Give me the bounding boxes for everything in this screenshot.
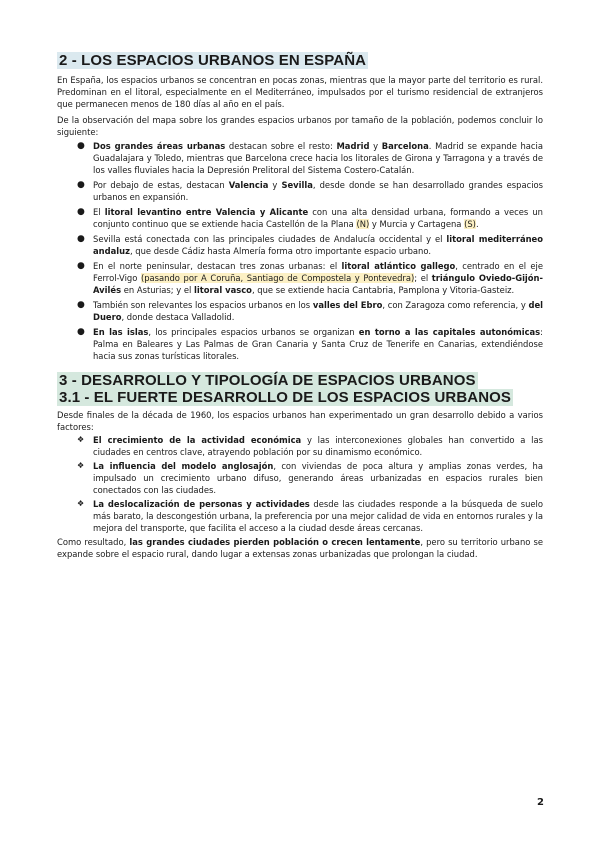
diamond-bullet-icon: ❖ [77,461,85,470]
bullet-icon: ● [77,180,85,190]
list-item: ● En el norte peninsular, destacan tres zonas urbanas: el litoral atlántico gallego, centrado en el eje Ferrol-Vigo (pasando por A Coruña, Santiago de Compostela y Pontevedra); el triángulo Oviedo-Gijón-Avilés en Asturias; y el litoral vasco, que se extiende hacia Cantabria, Pamplona y Vitoria-Gasteiz. [77,261,544,295]
diamond-bullet-icon: ❖ [77,435,85,444]
list-item: ● Sevilla está conectada con las principales ciudades de Andalucía occidental y el litoral mediterráneo andaluz, que desde Cádiz hasta Almería forma otro importante espacio urbano. [77,234,543,256]
section-2-lead: De la observación del mapa sobre los grandes espacios urbanos por tamaño de la población, podemos concluir lo siguiente: [57,115,543,137]
section-3-1-title [57,389,543,406]
list-item: ❖ El crecimiento de la actividad económica y las interconexiones globales han convertido a las ciudades en centros clave, atrayendo población por su dinamismo económico. [77,435,543,457]
bullet-icon: ● [77,207,85,217]
section-3-conclusion: Como resultado, las grandes ciudades pierden población o crecen lentamente, pero su territorio urbano se expande sobre el espacio rural, dando lugar a extensas zonas urbanizadas que prolongan la ciudad. [57,537,543,559]
list-item: ● El litoral levantino entre Valencia y Alicante con una alta densidad urbana, formando a veces un conjunto continuo que se extiende hacia Castellón de la Plana (N) y Murcia y Cartagena (S). [77,207,543,229]
diamond-bullet-icon: ❖ [77,499,85,508]
section-2-intro: En España, los espacios urbanos se concentran en pocas zonas, mientras que la mayor parte del territorio es rural. Predominan en el litoral, especialmente en el Mediterráneo, impulsados por el turismo residencial de extranjeros que permanecen menos de 180 días al año en el país. [57,75,543,109]
section-3-title-text: 3 - DESARROLLO Y TIPOLOGÍA DE ESPACIOS URBANOS [59,372,476,389]
section-3-intro: Desde finales de la década de 1960, los espacios urbanos han experimentado un gran desarrollo debido a varios factores: [57,410,543,432]
bullet-icon: ● [77,300,85,310]
section-2-title-text: 2 - LOS ESPACIOS URBANOS EN ESPAÑA [59,52,367,69]
bullet-icon: ● [77,261,85,271]
page-number: 2 [537,797,544,808]
list-item: ❖ La deslocalización de personas y actividades desde las ciudades responde a la búsqueda de suelo más barato, la descongestión urbana, la preferencia por una mejor calidad de vida en entornos rurales y la mejora del transporte, que facilita el acceso a la ciudad desde áreas cercanas. [77,499,543,533]
urban-areas-list [57,140,543,362]
section-3-title [57,372,543,389]
section-2-title [57,52,543,69]
list-item: ● Dos grandes áreas urbanas destacan sobre el resto: Madrid y Barcelona. Madrid se expande hacia Guadalajara y Toledo, mientras que Barcelona crece hacia los litorales de Girona y Tarragona y a través de los valles fluviales hacia la Depresión Prelitoral del Sistema Costero-Catalán. [77,141,544,175]
document-page [57,52,543,560]
bullet-icon: ● [77,234,85,244]
list-item: ● También son relevantes los espacios urbanos en los valles del Ebro, con Zaragoza como referencia, y del Duero, donde destaca Valladolid. [77,300,543,322]
bullet-icon: ● [77,327,85,337]
section-3-1-title-text: 3.1 - EL FUERTE DESARROLLO DE LOS ESPACIOS URBANOS [59,389,511,406]
bullet-icon: ● [77,141,85,151]
list-item: ● En las islas, los principales espacios urbanos se organizan en torno a las capitales autonómicas: Palma en Baleares y Las Palmas de Gran Canaria y Santa Cruz de Tenerife en Canarias, extendiéndose hacia sus zonas turísticas litorales. [77,327,543,361]
factors-list [57,434,543,534]
list-item: ● Por debajo de estas, destacan Valencia y Sevilla, desde donde se han desarrollado grandes espacios urbanos en expansión. [77,180,544,202]
list-item: ❖ La influencia del modelo anglosajón, con viviendas de poca altura y amplias zonas verdes, ha impulsado un crecimiento urbano difuso, generando áreas urbanizadas en espacios rurales bien conectados con las ciudades. [77,461,543,495]
